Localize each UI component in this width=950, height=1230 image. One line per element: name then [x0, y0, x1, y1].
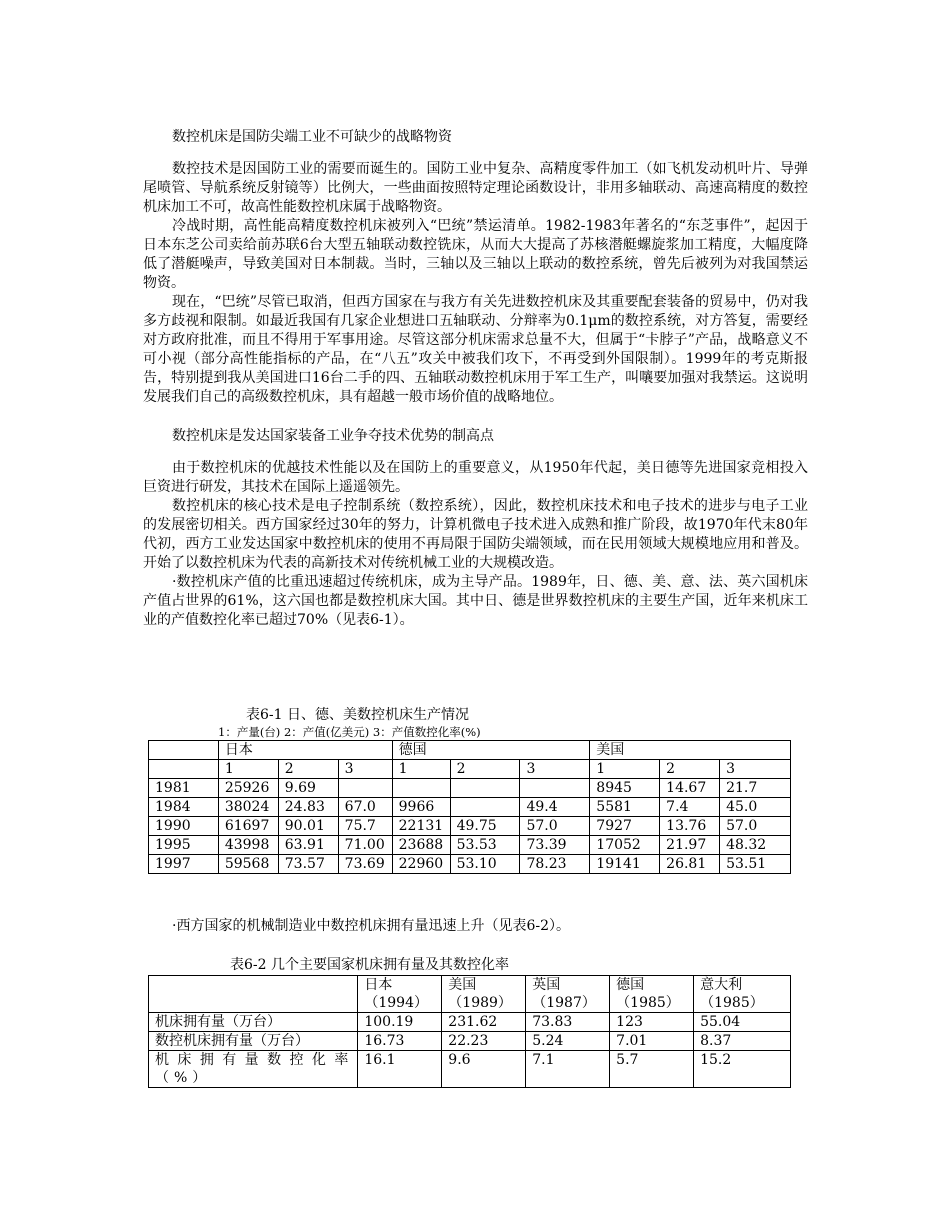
- table2: [148, 975, 791, 1088]
- table2-header: [358, 976, 442, 1013]
- row-label: 数控机床拥有量（万台）: [149, 1032, 358, 1051]
- section1-paragraph-2: 冷战时期，高性能高精度数控机床被列入“巴统”禁运清单。1982-1983年著名的“东芝事件”，起因于日本东芝公司卖给前苏联6台大型五轴联动数控铣床，从而大大提高了苏核潜艇螺旋浆加工精度，大幅度降低了潜艇噪声，导致美国对日本制裁。当时，三轴以及三轴以上联动的数控系统，曾先后被列为对我国禁运物资。: [143, 218, 808, 291]
- table2-header: [610, 976, 694, 1013]
- table-row: [149, 798, 791, 817]
- section2-paragraph-2: 数控机床的核心技术是电子控制系统（数控系统），因此，数控机床技术和电子技术的进步与电子工业的发展密切相关。西方国家经过30年的努力，计算机微电子技术进入成熟和推广阶段，故1970年代末80年代初，西方工业发达国家中数控机床的使用不再局限于国防尖端领域，而在民用领域大规模地应用和普及。开始了以数控机床为代表的高新技术对传统机械工业的大规模改造。: [143, 498, 808, 571]
- table-cell: 5.7: [610, 1051, 694, 1088]
- country-name: 美国: [448, 977, 477, 993]
- section1-paragraph-3: 现在，“巴统”尽管已取消，但西方国家在与我方有关先进数控机床及其重要配套装备的贸易中，仍对我多方歧视和限制。如最近我国有几家企业想进口五轴联动、分辩率为0.1μm的数控系统，对方答复，需要经对方政府批准，而且不得用于军事用途。尽管这部分机床需求总量不大，但属于“卡脖子”产品，战略意义不可小视（部分高性能指标的产品，在“八五”攻关中被我们攻下，不再受到外国限制）。1999年的考克斯报告，特别提到我从美国进口16台二手的四、五轴联动数控机床用于军工生产，叫嚷要加强对我禁运。这说明发展我们自己的高级数控机床，具有超越一般市场价值的战略地位。: [143, 294, 808, 405]
- table-cell: 23688: [392, 836, 450, 855]
- table-row: [149, 1013, 791, 1032]
- table-cell: 8.37: [694, 1032, 791, 1051]
- table-cell: 9966: [392, 798, 450, 817]
- table-cell: [450, 798, 520, 817]
- table-cell: 75.7: [338, 817, 392, 836]
- table-cell: 67.0: [338, 798, 392, 817]
- survey-year: （1987）: [532, 995, 596, 1011]
- table-cell: 1997: [149, 855, 219, 874]
- table-cell: 22131: [392, 817, 450, 836]
- table1-subheader: 1: [590, 760, 660, 779]
- table2-header: [526, 976, 610, 1013]
- country-name: 日本: [364, 977, 393, 993]
- table-cell: 78.23: [520, 855, 590, 874]
- table2-caption: 表6-2 几个主要国家机床拥有量及其数控化率: [230, 957, 509, 973]
- table-cell: 19141: [590, 855, 660, 874]
- table-row: [149, 779, 791, 798]
- table-cell: [450, 779, 520, 798]
- survey-year: （1985）: [616, 995, 680, 1011]
- table-cell: 123: [610, 1013, 694, 1032]
- table-cell: 38024: [218, 798, 278, 817]
- table-cell: 59568: [218, 855, 278, 874]
- table2-header: [694, 976, 791, 1013]
- table2-header-row: [149, 976, 791, 1013]
- table-cell: 49.4: [520, 798, 590, 817]
- table-cell: 73.57: [278, 855, 338, 874]
- table-cell: 7.1: [526, 1051, 610, 1088]
- table-row: [149, 836, 791, 855]
- table1-country-row: [149, 741, 791, 760]
- table-row: [149, 1032, 791, 1051]
- table-row: [149, 1051, 791, 1088]
- table-cell: 45.0: [720, 798, 791, 817]
- table-cell: 57.0: [720, 817, 791, 836]
- table-cell: 26.81: [660, 855, 720, 874]
- table-cell: 53.53: [450, 836, 520, 855]
- table-cell: 5.24: [526, 1032, 610, 1051]
- table1: [148, 740, 791, 874]
- table-cell: [520, 779, 590, 798]
- table-cell: 73.69: [338, 855, 392, 874]
- table1-subheader: 1: [392, 760, 450, 779]
- table-cell: 24.83: [278, 798, 338, 817]
- table-cell: 55.04: [694, 1013, 791, 1032]
- table1-country: 美国: [590, 741, 791, 760]
- table1-subheader-row: [149, 760, 791, 779]
- table1-subheader: 2: [660, 760, 720, 779]
- section2-paragraph-3: ·数控机床产值的比重迅速超过传统机床，成为主导产品。1989年，日、德、美、意、法、英六国机床产值占世界的61%，这六国也都是数控机床大国。其中日、德是世界数控机床的主要生产国，近年来机床工业的产值数控化率已超过70%（见表6-1）。: [143, 574, 808, 628]
- table-cell: 53.51: [720, 855, 791, 874]
- table-cell: 7.4: [660, 798, 720, 817]
- survey-year: （1989）: [448, 995, 512, 1011]
- section1-heading: 数控机床是国防尖端工业不可缺少的战略物资: [172, 129, 452, 145]
- bullet-paragraph-table2: ·西方国家的机械制造业中数控机床拥有量迅速上升（见表6-2）。: [172, 918, 570, 934]
- table-cell: 100.19: [358, 1013, 442, 1032]
- table1-subheader: 3: [520, 760, 590, 779]
- table-cell: 9.6: [442, 1051, 526, 1088]
- table-cell: 5581: [590, 798, 660, 817]
- table-cell: 71.00: [338, 836, 392, 855]
- table-cell: 16.1: [358, 1051, 442, 1088]
- table2-header: [442, 976, 526, 1013]
- row-label: 机床拥有量（万台）: [149, 1013, 358, 1032]
- table-row: [149, 817, 791, 836]
- table1-country: 德国: [392, 741, 590, 760]
- table1-subheader: 3: [720, 760, 791, 779]
- table1-subheader: 3: [338, 760, 392, 779]
- section2-heading: 数控机床是发达国家装备工业争夺技术优势的制高点: [172, 428, 494, 444]
- country-name: 英国: [532, 977, 561, 993]
- table-cell: 57.0: [520, 817, 590, 836]
- table1-corner: [149, 741, 219, 760]
- country-name: 德国: [616, 977, 645, 993]
- table-cell: 7927: [590, 817, 660, 836]
- table2-corner: [149, 976, 358, 1013]
- table1-subheader: 2: [450, 760, 520, 779]
- table-cell: 63.91: [278, 836, 338, 855]
- table-cell: 1981: [149, 779, 219, 798]
- table1-country: 日本: [218, 741, 392, 760]
- table-cell: 16.73: [358, 1032, 442, 1051]
- table-cell: 22.23: [442, 1032, 526, 1051]
- table-cell: 7.01: [610, 1032, 694, 1051]
- table-cell: 48.32: [720, 836, 791, 855]
- table1-subheader: 2: [278, 760, 338, 779]
- table-cell: 49.75: [450, 817, 520, 836]
- table-cell: 1995: [149, 836, 219, 855]
- table-cell: 14.67: [660, 779, 720, 798]
- table-cell: 8945: [590, 779, 660, 798]
- table-cell: 9.69: [278, 779, 338, 798]
- table-cell: 73.39: [520, 836, 590, 855]
- table-row: [149, 855, 791, 874]
- table-cell: 73.83: [526, 1013, 610, 1032]
- table-cell: 90.01: [278, 817, 338, 836]
- table1-subheader: 1: [218, 760, 278, 779]
- table-cell: 43998: [218, 836, 278, 855]
- table-cell: 1984: [149, 798, 219, 817]
- section1-paragraph-1: 数控技术是因国防工业的需要而诞生的。国防工业中复杂、高精度零件加工（如飞机发动机叶片、导弹尾喷管、导航系统反射镜等）比例大，一些曲面按照特定理论函数设计，非用多轴联动、高速高精度的数控机床加工不可，故高性能数控机床属于战略物资。: [143, 161, 808, 215]
- table-cell: 53.10: [450, 855, 520, 874]
- table-cell: 22960: [392, 855, 450, 874]
- country-name: 意大利: [700, 977, 743, 993]
- table-cell: [392, 779, 450, 798]
- table-cell: 231.62: [442, 1013, 526, 1032]
- table-cell: [338, 779, 392, 798]
- table-cell: 1990: [149, 817, 219, 836]
- table-cell: 15.2: [694, 1051, 791, 1088]
- table-cell: 21.97: [660, 836, 720, 855]
- table-cell: 61697: [218, 817, 278, 836]
- survey-year: （1985）: [700, 995, 764, 1011]
- table-cell: 25926: [218, 779, 278, 798]
- table-cell: 21.7: [720, 779, 791, 798]
- table-cell: 17052: [590, 836, 660, 855]
- row-label: 机床拥有量数控化率（%）: [149, 1051, 358, 1088]
- table1-legend: 1：产量(台) 2：产值(亿美元) 3：产值数控化率(%): [218, 725, 481, 739]
- table1-caption: 表6-1 日、德、美数控机床生产情况: [246, 707, 469, 723]
- table-cell: 13.76: [660, 817, 720, 836]
- document-body: [143, 128, 808, 630]
- section2-paragraph-1: 由于数控机床的优越技术性能以及在国防上的重要意义，从1950年代起，美日德等先进国家竞相投入巨资进行研发，其技术在国际上遥遥领先。: [143, 460, 808, 495]
- survey-year: （1994）: [364, 995, 428, 1011]
